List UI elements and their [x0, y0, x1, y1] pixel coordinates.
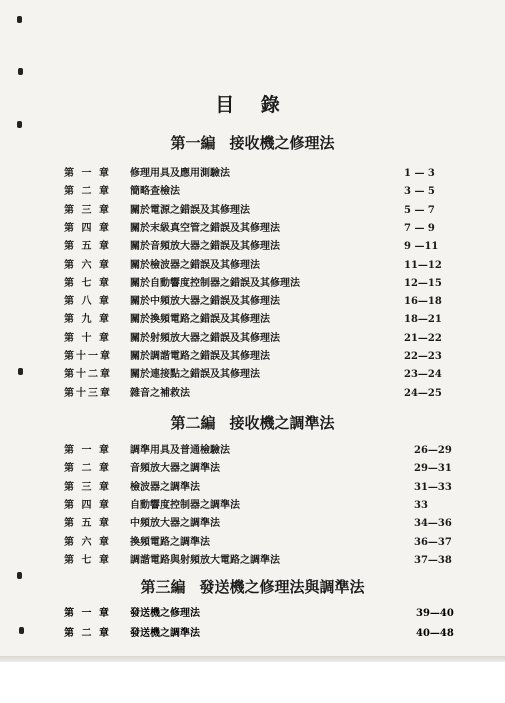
chapter-title: 自動響度控制器之調準法 [130, 499, 240, 511]
chapter-number: 第 十 章 [64, 332, 111, 344]
chapter-title: 換頻電路之調準法 [130, 536, 210, 548]
chapter-number: 第 一 章 [64, 168, 111, 179]
page-range: 36—37 [414, 536, 452, 548]
chapter-number: 第十三章 [64, 387, 112, 399]
page-range: 37—38 [414, 554, 452, 566]
chapter-row [64, 516, 464, 532]
chapter-title: 關於電源之錯誤及其修理法 [130, 204, 250, 216]
chapter-title: 中頻放大器之調準法 [130, 518, 220, 530]
page-bottom-margin [0, 662, 505, 703]
chapter-title: 簡略查檢法 [130, 186, 180, 198]
chapter-number: 第 三 章 [64, 481, 111, 493]
binding-hole [18, 368, 23, 375]
chapter-number: 第 六 章 [64, 259, 111, 271]
chapter-number: 第 三 章 [64, 204, 111, 216]
chapter-number: 第 二 章 [64, 186, 111, 198]
chapter-number: 第十二章 [64, 369, 112, 381]
chapter-row [64, 294, 464, 310]
page-range: 31—33 [414, 481, 452, 493]
chapter-number: 第 五 章 [64, 518, 111, 530]
chapter-title: 關於射頻放大器之錯誤及其修理法 [130, 332, 280, 344]
page-range: 1 — 3 [404, 168, 435, 179]
chapter-row [64, 276, 464, 292]
page-title: 目 錄 [215, 94, 290, 116]
chapter-row [64, 498, 464, 514]
chapter-title: 關於中頻放大器之錯誤及其修理法 [130, 296, 280, 308]
chapter-row [64, 166, 464, 182]
page-range: 33 [414, 499, 428, 511]
page-range: 21—22 [404, 332, 442, 344]
chapter-title: 雜音之補救法 [130, 387, 190, 399]
chapter-number: 第 六 章 [64, 536, 111, 548]
page-range: 23—24 [404, 369, 442, 381]
chapter-row [64, 258, 464, 274]
chapter-title: 音頻放大器之調準法 [130, 463, 220, 475]
chapter-number: 第 一 章 [64, 445, 111, 456]
part-number: 第二編 [170, 414, 216, 432]
chapter-row [64, 239, 464, 255]
part-heading-2 [0, 412, 505, 433]
chapter-row [64, 553, 464, 569]
page-range: 16—18 [404, 296, 442, 308]
page-range: 5 — 7 [404, 204, 435, 216]
chapter-row [64, 367, 464, 383]
page-range: 18—21 [404, 314, 442, 326]
page-range: 7 — 9 [404, 222, 435, 234]
page-range: 22—23 [404, 351, 442, 362]
chapter-number: 第 一 章 [64, 608, 111, 619]
chapter-number: 第 八 章 [64, 296, 111, 308]
chapter-number: 第 七 章 [64, 554, 111, 566]
part-number: 第一編 [170, 134, 216, 152]
chapter-number: 第 五 章 [64, 241, 111, 253]
binding-hole [18, 68, 23, 75]
chapter-title: 關於檢波器之錯誤及其修理法 [130, 259, 260, 271]
part-title: 發送機之修理法與調準法 [199, 578, 365, 596]
chapter-title: 關於調諧電路之錯誤及其修理法 [130, 351, 270, 362]
chapter-row [64, 184, 464, 200]
chapter-title: 調諧電路與射頻放大電路之調準法 [130, 554, 280, 566]
chapter-row [64, 349, 464, 365]
part-heading-1 [0, 132, 505, 153]
page-range: 39—40 [416, 608, 454, 619]
chapter-title: 關於音頻放大器之錯誤及其修理法 [130, 241, 280, 253]
part-title: 接收機之調準法 [229, 414, 335, 432]
chapter-row [64, 221, 464, 237]
binding-hole [19, 627, 24, 634]
chapter-row [64, 331, 464, 347]
chapter-row [64, 443, 464, 459]
page-range: 24—25 [404, 387, 442, 399]
page-range: 11—12 [404, 259, 442, 271]
page-range: 40—48 [416, 628, 454, 639]
part-heading-3 [0, 576, 505, 597]
chapter-number: 第十一章 [64, 351, 112, 362]
chapter-title: 修理用具及應用測驗法 [130, 168, 230, 179]
chapter-title: 檢波器之調準法 [130, 481, 200, 493]
chapter-number: 第 七 章 [64, 277, 111, 289]
chapter-number: 第 四 章 [64, 499, 111, 511]
chapter-row [64, 386, 464, 402]
chapter-row [64, 480, 464, 496]
chapter-number: 第 九 章 [64, 314, 111, 326]
chapter-number: 第 二 章 [64, 463, 111, 475]
chapter-title: 發送機之修理法 [130, 608, 200, 619]
chapter-title: 發送機之調準法 [130, 628, 200, 639]
part-title: 接收機之修理法 [229, 134, 335, 152]
chapter-row [64, 626, 464, 642]
chapter-row [64, 312, 464, 328]
chapter-row [64, 535, 464, 551]
page-range: 3 — 5 [404, 186, 435, 198]
chapter-title: 關於末級真空管之錯誤及其修理法 [130, 222, 280, 234]
chapter-row [64, 461, 464, 477]
chapter-number: 第 二 章 [64, 628, 111, 639]
page-range: 12—15 [404, 277, 442, 289]
chapter-number: 第 四 章 [64, 222, 111, 234]
binding-hole [17, 121, 22, 128]
page-range: 26—29 [414, 445, 452, 456]
page-range: 34—36 [414, 518, 452, 530]
chapter-title: 關於連接點之錯誤及其修理法 [130, 369, 260, 381]
page-range: 9 —11 [404, 241, 439, 253]
chapter-title: 調準用具及普通檢驗法 [130, 445, 230, 456]
part-number: 第三編 [140, 578, 186, 596]
chapter-row [64, 606, 464, 622]
page-range: 29—31 [414, 463, 452, 475]
chapter-row [64, 203, 464, 219]
chapter-title: 關於換頻電路之錯誤及其修理法 [130, 314, 270, 326]
binding-hole [17, 16, 22, 23]
chapter-title: 關於自動響度控制器之錯誤及其修理法 [130, 277, 300, 289]
